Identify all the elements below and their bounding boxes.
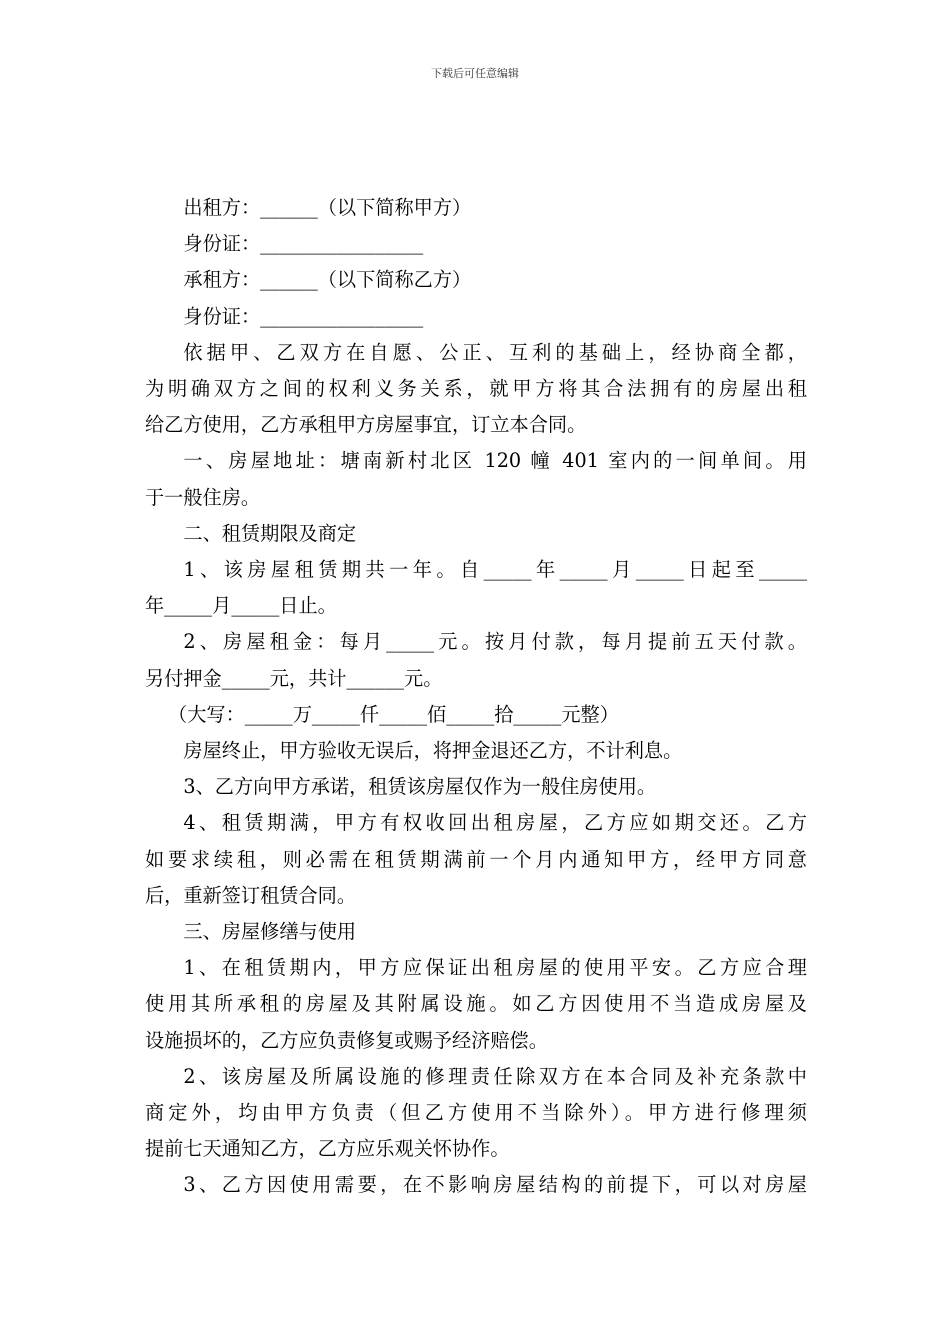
preamble-line-1: 依据甲、乙双方在自愿、公正、互利的基础上，经协商全都， [183,340,807,364]
clause-3-1-line-3: 设施损坏的，乙方应负责修复或赐予经济赔偿。 [145,1028,548,1052]
clause-2-4-line-1: 4、租赁期满，甲方有权收回出租房屋，乙方应如期交还。乙方 [183,811,807,835]
clause-2-1-line-1: 1、该房屋租赁期共一年。自_____年_____月_____日起至_____ [183,558,807,582]
section-1-line-2: 于一般住房。 [145,485,261,509]
clause-2-2-capital: （大写：_____万_____仟_____佰_____拾_____元整） [168,702,619,726]
clause-2-2-line-2: 另付押金_____元，共计______元。 [145,666,443,690]
section-2-heading: 二、租赁期限及商定 [183,521,357,545]
clause-3-3-line-1: 3、乙方因使用需要，在不影响房屋结构的前提下，可以对房屋 [183,1173,807,1197]
clause-3-1-line-1: 1、在租赁期内，甲方应保证出租房屋的使用平安。乙方应合理 [183,956,807,980]
lessor-id-line: 身份证：_________________ [183,232,424,256]
clause-2-3: 3、乙方向甲方承诺，租赁该房屋仅作为一般住房使用。 [183,775,657,799]
lessee-id-line: 身份证：_________________ [183,304,424,328]
clause-2-4-line-2: 如要求续租，则必需在租赁期满前一个月内通知甲方，经甲方同意 [145,847,807,871]
section-1-line-1: 一、房屋地址：塘南新村北区 120 幢 401 室内的一间单间。用 [183,449,807,473]
clause-3-2-line-2: 商定外，均由甲方负责（但乙方使用不当除外）。甲方进行修理须 [145,1101,807,1125]
preamble-line-2: 为明确双方之间的权利义务关系，就甲方将其合法拥有的房屋出租 [145,377,807,401]
clause-3-2-line-1: 2、该房屋及所属设施的修理责任除双方在本合同及补充条款中 [183,1064,807,1088]
clause-3-1-line-2: 使用其所承租的房屋及其附属设施。如乙方因使用不当造成房屋及 [145,992,807,1016]
clause-3-2-line-3: 提前七天通知乙方，乙方应乐观关怀协作。 [145,1137,510,1161]
preamble-line-3: 给乙方使用，乙方承租甲方房屋事宜，订立本合同。 [145,413,587,437]
lessor-line: 出租方：______（以下简称甲方） [183,196,472,219]
page-header: 下载后可任意编辑 [431,67,519,80]
clause-2-2-deposit: 房屋终止，甲方验收无误后，将押金退还乙方，不计利息。 [183,739,683,763]
contract-body [145,190,807,1204]
section-3-heading: 三、房屋修缮与使用 [183,920,357,944]
clause-2-1-line-2: 年_____月_____日止。 [145,594,337,618]
lessee-line: 承租方：______（以下简称乙方） [183,268,472,292]
clause-2-2-line-1: 2、房屋租金：每月_____元。按月付款，每月提前五天付款。 [183,630,807,654]
clause-2-4-line-3: 后，重新签订租赁合同。 [145,883,357,907]
